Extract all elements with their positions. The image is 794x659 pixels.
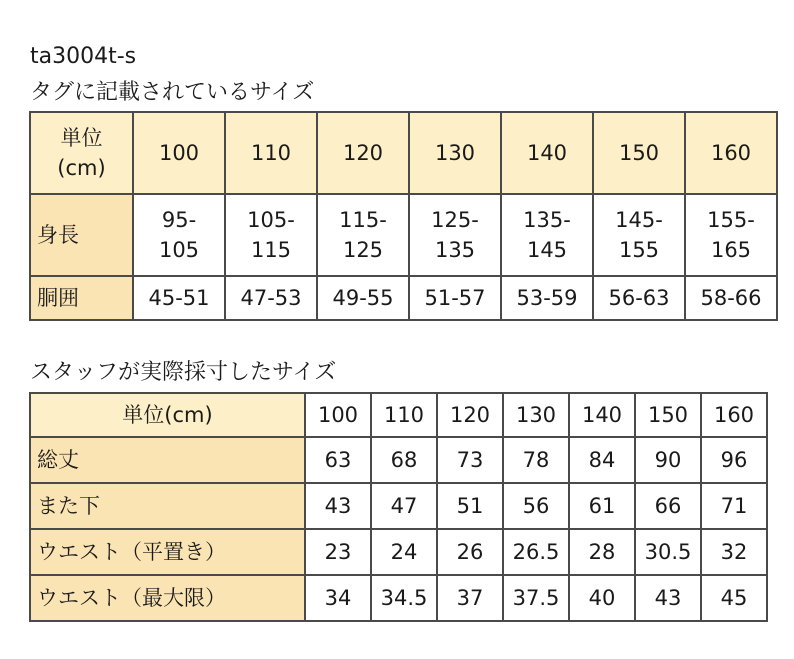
measured-header-row: [30, 393, 767, 437]
tag-header-row: [30, 112, 777, 194]
table-row: [30, 437, 767, 483]
product-code: ta3004t-s: [30, 44, 137, 69]
table-cell: 73: [437, 437, 503, 483]
row-label: 総丈: [30, 437, 305, 483]
measured-size-header: 120: [437, 393, 503, 437]
table-cell: 58-66: [685, 276, 777, 320]
table-cell: 34.5: [371, 575, 437, 621]
table-cell: 96: [701, 437, 767, 483]
table-cell: 37.5: [503, 575, 569, 621]
table-cell: 32: [701, 529, 767, 575]
row-label: また下: [30, 483, 305, 529]
tag-size-header: 120: [317, 112, 409, 194]
table-cell: 145- 155: [593, 194, 685, 276]
table-cell: 43: [635, 575, 701, 621]
table-cell: 45-51: [133, 276, 225, 320]
measured-size-header: 100: [305, 393, 371, 437]
table-cell: 24: [371, 529, 437, 575]
measured-unit-label: 単位(cm): [30, 393, 305, 437]
tag-size-title: タグに記載されているサイズ: [30, 80, 315, 105]
measured-size-header: 130: [503, 393, 569, 437]
table-row: [30, 575, 767, 621]
table-cell: 61: [569, 483, 635, 529]
table-row: [30, 194, 777, 276]
table-row: [30, 483, 767, 529]
table-cell: 63: [305, 437, 371, 483]
tag-size-header: 160: [685, 112, 777, 194]
table-cell: 51-57: [409, 276, 501, 320]
table-cell: 71: [701, 483, 767, 529]
table-cell: 49-55: [317, 276, 409, 320]
measured-size-table: [29, 392, 768, 622]
tag-size-header: 140: [501, 112, 593, 194]
table-cell: 40: [569, 575, 635, 621]
table-cell: 51: [437, 483, 503, 529]
table-cell: 68: [371, 437, 437, 483]
table-cell: 135- 145: [501, 194, 593, 276]
table-cell: 34: [305, 575, 371, 621]
table-cell: 84: [569, 437, 635, 483]
table-cell: 56: [503, 483, 569, 529]
table-cell: 28: [569, 529, 635, 575]
table-cell: 90: [635, 437, 701, 483]
table-cell: 95- 105: [133, 194, 225, 276]
table-cell: 53-59: [501, 276, 593, 320]
tag-size-header: 100: [133, 112, 225, 194]
row-label: 身長: [30, 194, 133, 276]
tag-size-header: 110: [225, 112, 317, 194]
table-cell: 155- 165: [685, 194, 777, 276]
measured-size-header: 110: [371, 393, 437, 437]
table-cell: 47: [371, 483, 437, 529]
row-label: 胴囲: [30, 276, 133, 320]
measured-size-header: 160: [701, 393, 767, 437]
table-cell: 26: [437, 529, 503, 575]
table-cell: 23: [305, 529, 371, 575]
table-cell: 43: [305, 483, 371, 529]
table-cell: 30.5: [635, 529, 701, 575]
measured-size-header: 140: [569, 393, 635, 437]
table-row: [30, 276, 777, 320]
table-cell: 115- 125: [317, 194, 409, 276]
tag-size-header: 150: [593, 112, 685, 194]
table-cell: 56-63: [593, 276, 685, 320]
tag-unit-label: 単位 (cm): [30, 112, 133, 194]
table-cell: 47-53: [225, 276, 317, 320]
table-cell: 105- 115: [225, 194, 317, 276]
table-cell: 66: [635, 483, 701, 529]
table-cell: 37: [437, 575, 503, 621]
table-row: [30, 529, 767, 575]
tag-size-table: [29, 111, 778, 321]
table-cell: 125- 135: [409, 194, 501, 276]
row-label: ウエスト（平置き）: [30, 529, 305, 575]
table-cell: 26.5: [503, 529, 569, 575]
measured-size-header: 150: [635, 393, 701, 437]
table-cell: 45: [701, 575, 767, 621]
tag-size-header: 130: [409, 112, 501, 194]
measured-size-title: スタッフが実際採寸したサイズ: [30, 360, 337, 385]
table-cell: 78: [503, 437, 569, 483]
row-label: ウエスト（最大限）: [30, 575, 305, 621]
